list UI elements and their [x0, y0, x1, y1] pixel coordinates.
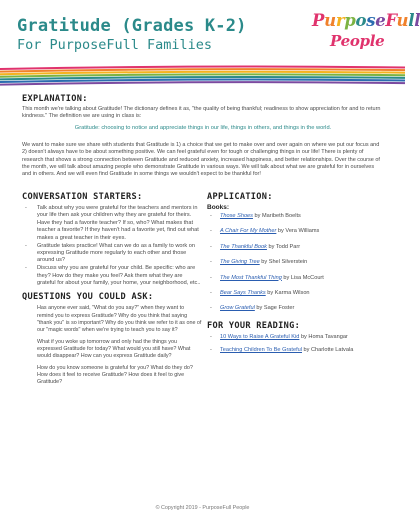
reading-item [207, 334, 387, 341]
conversation-list [22, 205, 202, 287]
book-item [207, 305, 387, 312]
logo-letter: r [335, 11, 345, 30]
questions-list [22, 305, 202, 386]
list-item: How do you know someone is grateful for you? What do they do? How does it feel to receive Gratitude? How does it feel to give Gratitude? [37, 365, 193, 386]
list-item: - Discuss why you are grateful for your child. Be specific: who are they? How do they make you feel? Ask them what they are grateful for about your family, your home, your neighborhood, etc.. [22, 265, 202, 287]
reading-item [207, 347, 387, 354]
book-link[interactable]: A Chair For My Mother [220, 228, 277, 235]
application-heading: APPLICATION: [207, 192, 273, 202]
logo-letter: P [312, 11, 325, 30]
explanation-text: This month we're talking about Gratitude! The dictionary defines it as, "the quality of being thankful; readiness to show appreciation for and to return kindness." The definition we are using in class is: [22, 106, 381, 120]
book-link[interactable]: The Giving Tree [220, 259, 260, 266]
list-item: - Talk about why you were grateful for the teachers and mentors in your life then ask your children why they are grateful for theirs. Have they had a favorite teacher? If so, who? What makes that teacher a favorite? If they haven't had a favorite yet, find out what makes a great teacher in their eyes. [22, 205, 202, 242]
book-item [207, 228, 387, 235]
logo-wordmark-top [312, 11, 420, 30]
logo-letter: l [414, 11, 420, 30]
intro-paragraph: We want to make sure we share with students that Gratitude is 1) a choice that we get to make over and over again on where we put our focus and 2) doesn't always have to be about something positive. We can feel grateful even for tough or challenging things in our life! There is plenty of research that shows a strong connection between Gratitude and reduced anxiety, increased happiness, and better relationships. Over the course of the month, we will talk about amazing people who demonstrate Gratitude in various ways. We will talk about what we are grateful for in ourselves and in others. And we will even find Gratitude in some things we wouldn't expect to be thankful for! [22, 142, 380, 178]
logo-wordmark-bottom: People [330, 32, 385, 50]
book-author: by Todd Parr [266, 243, 301, 250]
list-item: - Gratitude takes practice! What can we do as a family to work on expressing Gratitude more regularly to each other and those around us? [22, 243, 202, 265]
reading-heading: FOR YOUR READING: [207, 320, 301, 331]
list-item: What if you woke up tomorrow and only had the things you expressed Gratitude for today? What would you still have? What would disappear? How can you express Gratitude daily? [37, 338, 191, 360]
header [0, 0, 420, 96]
book-author: by Maribeth Boelts [252, 213, 301, 219]
book-link[interactable]: Bear Says Thanks [220, 290, 266, 297]
book-item [207, 213, 387, 220]
book-author: by Shel Silverstein [259, 259, 308, 266]
reading-author: by Homa Tavangar [299, 333, 348, 340]
book-link[interactable]: Those Shoes [220, 213, 253, 219]
conversation-heading: CONVERSATION STARTERS: [22, 192, 143, 202]
book-author: by Sage Foster [254, 305, 295, 312]
logo-letter: e [375, 11, 386, 30]
book-link[interactable]: The Most Thankful Thing [220, 274, 282, 281]
reading-author: by Charlotte Latvala [302, 347, 354, 354]
list-item: Has anyone ever said, "What do you say?" when they want to remind you to express Gratitude? Why do you think that saying "thank you" is so important? Why do you think we refer to it as one of our "magic words" when we're trying to teach you to say it? [37, 305, 202, 333]
book-author: by Karma Wilson [265, 290, 310, 297]
book-link[interactable]: Grow Grateful [220, 305, 255, 312]
explanation-section [22, 94, 384, 121]
logo-letter: o [355, 11, 367, 30]
questions-heading: QUESTIONS YOU COULD ASK: [22, 292, 154, 303]
stripe [0, 82, 405, 84]
book-author: by Lisa McCourt [281, 274, 324, 281]
logo-letter: F [385, 11, 397, 30]
book-item [207, 290, 387, 297]
reading-list [207, 334, 387, 355]
gratitude-definition: Gratitude: choosing to notice and appreciate things in our life, things in others, and things in the world. [74, 125, 332, 131]
logo-letter: s [366, 11, 376, 30]
book-list [207, 213, 387, 313]
book-author: by Vera Williams [276, 228, 320, 235]
logo-letter: l [408, 11, 415, 30]
book-item [207, 259, 387, 266]
logo-letter: u [396, 11, 409, 30]
right-column [207, 192, 387, 361]
logo-letter: u [324, 11, 336, 30]
explanation-heading: EXPLANATION: [22, 94, 88, 104]
books-label: Books: [207, 204, 230, 211]
book-item [207, 244, 387, 251]
logo-letter: p [344, 11, 356, 30]
left-column [22, 192, 202, 391]
rainbow-stripes [0, 64, 405, 86]
page-subtitle: For PurposeFull Families [17, 37, 213, 53]
reading-link[interactable]: Teaching Children To Be Grateful [220, 347, 302, 354]
book-link[interactable]: The Thankful Book [220, 243, 267, 250]
footer-copyright: © Copyright 2019 - PurposeFull People [155, 505, 250, 511]
reading-link[interactable]: 10 Ways to Raise A Grateful Kid [220, 333, 300, 340]
purposefull-people-logo [310, 11, 420, 61]
book-item [207, 275, 387, 282]
page-title: Gratitude (Grades K-2) [17, 16, 247, 36]
